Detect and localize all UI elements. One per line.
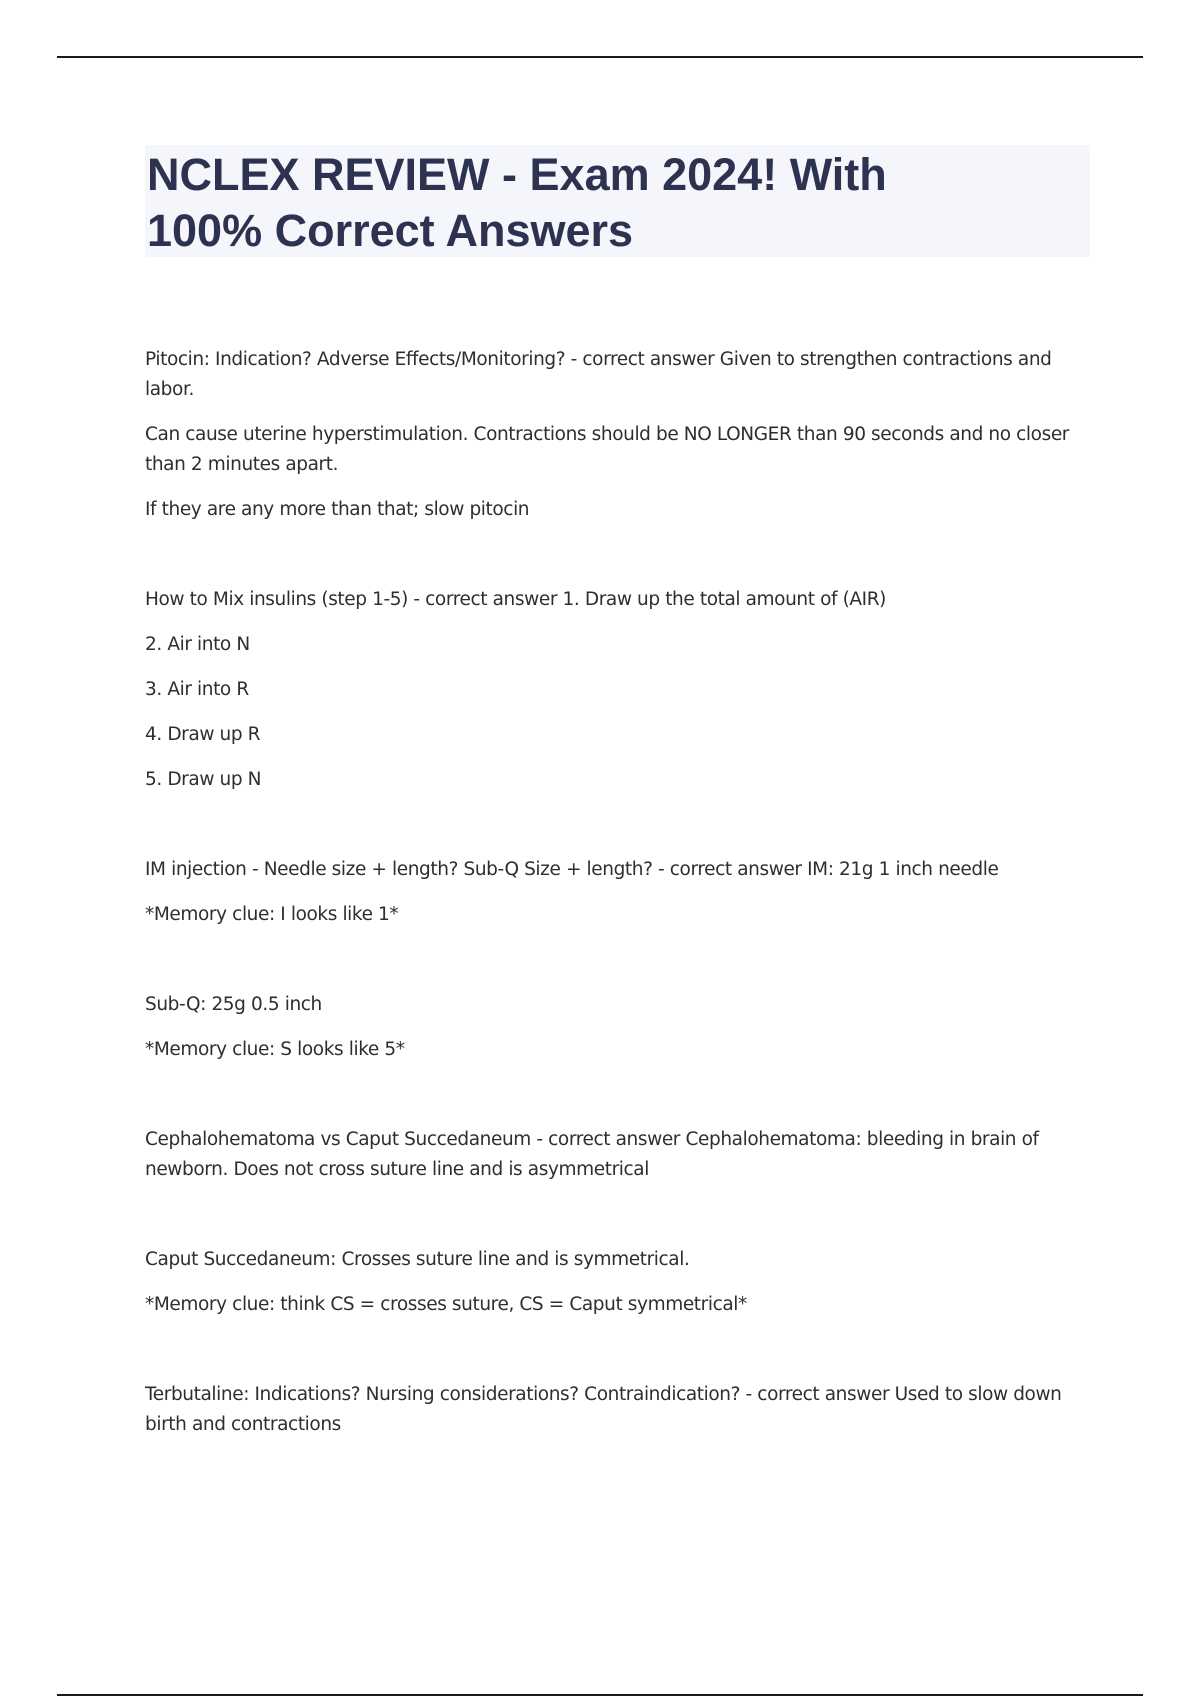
- qa-block-terbutaline: [145, 1380, 1085, 1440]
- spacer: [145, 540, 1085, 585]
- paragraph: 5. Draw up N: [145, 769, 262, 790]
- qa-block-subq: [145, 990, 1085, 1065]
- spacer: [145, 1080, 1085, 1125]
- spacer: [145, 945, 1085, 990]
- document-body: [145, 345, 1085, 1455]
- paragraph: *Memory clue: S looks like 5*: [145, 1039, 405, 1060]
- paragraph: 2. Air into N: [145, 634, 250, 655]
- qa-block-im-injection: [145, 855, 1085, 930]
- qa-block-cephalohematoma: [145, 1125, 1085, 1185]
- document-title: NCLEX REVIEW - Exam 2024! With 100% Correct Answers: [147, 149, 887, 256]
- paragraph: 3. Air into R: [145, 679, 249, 700]
- paragraph: IM injection - Needle size + length? Sub-Q Size + length? - correct answer IM: 21g 1 inch needle: [145, 859, 999, 880]
- spacer: [145, 1335, 1085, 1380]
- footer-rule: [57, 1694, 1143, 1696]
- qa-block-insulin: [145, 585, 1085, 795]
- spacer: [145, 1200, 1085, 1245]
- paragraph: *Memory clue: I looks like 1*: [145, 904, 399, 925]
- paragraph: Pitocin: Indication? Adverse Effects/Monitoring? - correct answer Given to strengthen contractions and labor.: [145, 349, 1052, 400]
- paragraph: *Memory clue: think CS = crosses suture, CS = Caput symmetrical*: [145, 1294, 747, 1315]
- paragraph: Cephalohematoma vs Caput Succedaneum - correct answer Cephalohematoma: bleeding in brain of newborn. Does not cross suture line and is asymmetrical: [145, 1129, 1039, 1180]
- qa-block-caput: [145, 1245, 1085, 1320]
- paragraph: Can cause uterine hyperstimulation. Contractions should be NO LONGER than 90 seconds and no closer than 2 minutes apart.: [145, 424, 1070, 475]
- qa-block-pitocin: [145, 345, 1085, 525]
- title-banner: [145, 145, 1090, 257]
- header-rule: [57, 56, 1143, 58]
- spacer: [145, 810, 1085, 855]
- paragraph: How to Mix insulins (step 1-5) - correct answer 1. Draw up the total amount of (AIR): [145, 589, 886, 610]
- paragraph: 4. Draw up R: [145, 724, 261, 745]
- paragraph: If they are any more than that; slow pitocin: [145, 499, 530, 520]
- paragraph: Caput Succedaneum: Crosses suture line and is symmetrical.: [145, 1249, 690, 1270]
- paragraph: Sub-Q: 25g 0.5 inch: [145, 994, 322, 1015]
- paragraph: Terbutaline: Indications? Nursing considerations? Contraindication? - correct answer Used to slow down birth and contractions: [145, 1384, 1062, 1435]
